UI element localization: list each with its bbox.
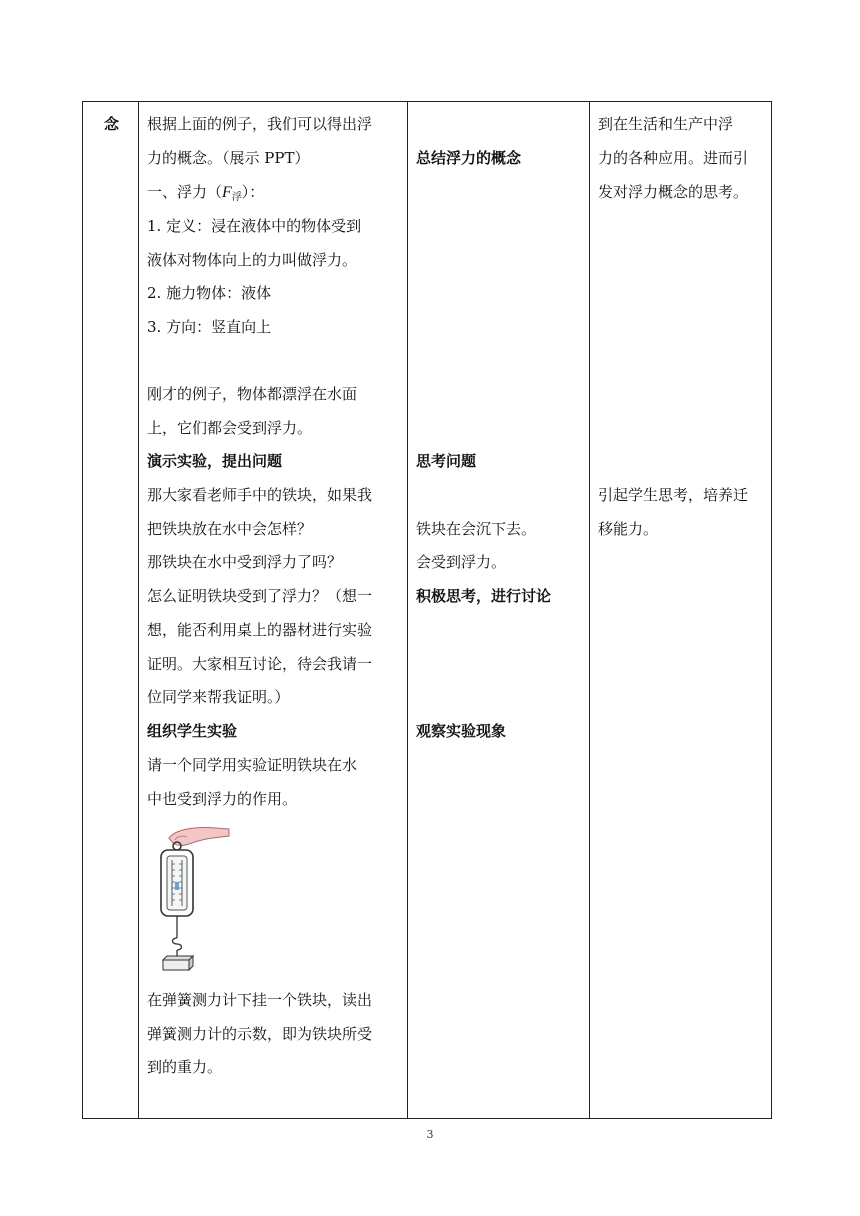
- text-line: 那铁块在水中受到浮力了吗？: [147, 553, 343, 571]
- text-line: 在弹簧测力计下挂一个铁块，读出: [147, 991, 373, 1009]
- section-heading: 演示实验，提出问题: [147, 452, 283, 470]
- text-line: 弹簧测力计的示数，即为铁块所受: [147, 1025, 373, 1043]
- text-line: 会受到浮力。: [416, 553, 507, 571]
- spring-scale-illustration: [153, 826, 233, 974]
- lesson-plan-table: [82, 101, 772, 1119]
- text-line: 3. 方向：竖直向上: [147, 318, 272, 336]
- student-activity-cell: [408, 102, 590, 1119]
- text-line: 想，能否利用桌上的器材进行实验: [147, 621, 373, 639]
- text-line: 发对浮力概念的思考。: [598, 183, 749, 201]
- stage-label: 念: [104, 115, 120, 133]
- text-line: 那大家看老师手中的铁块，如果我: [147, 486, 373, 504]
- page-number: 3: [426, 1128, 434, 1141]
- section-heading: 组织学生实验: [147, 722, 238, 740]
- text-line: 中也受到浮力的作用。: [147, 790, 298, 808]
- section-heading: 积极思考，进行讨论: [416, 587, 552, 605]
- section-heading: 观察实验现象: [416, 722, 507, 740]
- text-line: 力的概念。（展示 PPT）: [147, 149, 310, 167]
- text-line: 上，它们都会受到浮力。: [147, 419, 313, 437]
- section-heading: 思考问题: [416, 452, 477, 470]
- text-line: 到在生活和生产中浮: [598, 115, 734, 133]
- text-line: 刚才的例子，物体都漂浮在水面: [147, 385, 358, 403]
- table-row: [83, 102, 772, 1119]
- text-line: 根据上面的例子，我们可以得出浮: [147, 115, 373, 133]
- text-line: 移能力。: [598, 520, 659, 538]
- teacher-activity-cell: [139, 102, 408, 1119]
- text-line: 把铁块放在水中会怎样？: [147, 520, 313, 538]
- text-line: 力的各种应用。进而引: [598, 149, 749, 167]
- text-line: 引起学生思考，培养迁: [598, 486, 749, 504]
- text-line: 证明。大家相互讨论，待会我请一: [147, 655, 373, 673]
- stage-cell: [83, 102, 139, 1119]
- text-line: 铁块在会沉下去。: [416, 520, 537, 538]
- text-line: 1. 定义：浸在液体中的物体受到: [147, 217, 362, 235]
- text-line: 2. 施力物体：液体: [147, 284, 272, 302]
- text-line: 液体对物体向上的力叫做浮力。: [147, 251, 358, 269]
- buoyancy-heading: 一、浮力$(F_浮)$：: [147, 183, 265, 203]
- section-heading: 总结浮力的概念: [416, 149, 522, 167]
- text-line: 怎么证明铁块受到了浮力？（想一: [147, 587, 373, 605]
- design-intent-cell: [590, 102, 772, 1119]
- text-line: 请一个同学用实验证明铁块在水: [147, 756, 358, 774]
- text-line: 位同学来帮我证明。）: [147, 688, 290, 706]
- text-line: 到的重力。: [147, 1058, 223, 1076]
